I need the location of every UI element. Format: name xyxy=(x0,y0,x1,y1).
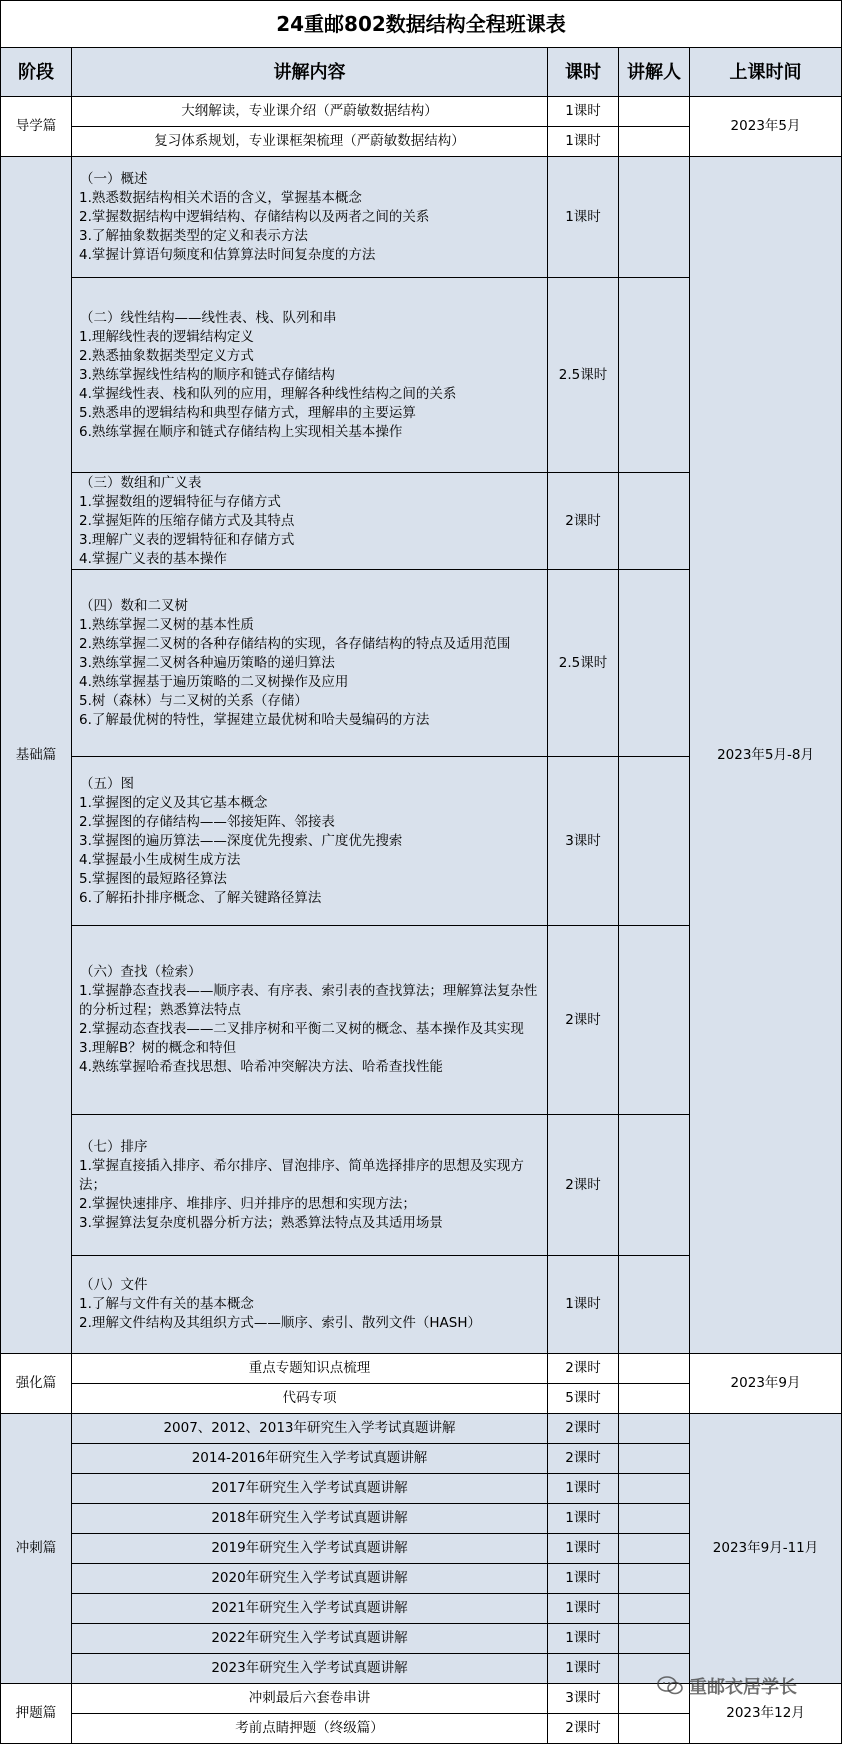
header-stage: 阶段 xyxy=(1,48,72,97)
lecturer-cell xyxy=(619,757,690,926)
stage-cell: 押题篇 xyxy=(1,1684,72,1744)
topic-title: （六）查找（检索） xyxy=(80,964,202,980)
hours-cell: 1课时 xyxy=(548,1654,619,1684)
topic-item: 5.掌握图的最短路径算法 xyxy=(79,870,227,887)
topic-content-cell xyxy=(72,1115,548,1256)
lecturer-cell xyxy=(619,1594,690,1624)
lecturer-cell xyxy=(619,1624,690,1654)
content-cell: 2014-2016年研究生入学考试真题讲解 xyxy=(72,1444,548,1474)
topic-content-cell xyxy=(72,570,548,757)
content-cell: 2021年研究生入学考试真题讲解 xyxy=(72,1594,548,1624)
topic-item: 1.熟练掌握二叉树的基本性质 xyxy=(79,616,254,633)
topic-item: 3.理解B？树的概念和特但 xyxy=(79,1040,237,1056)
content-cell: 2017年研究生入学考试真题讲解 xyxy=(72,1474,548,1504)
topic-content-cell xyxy=(72,757,548,926)
header-content: 讲解内容 xyxy=(72,48,548,97)
time-cell: 2023年5月-8月 xyxy=(690,157,842,1354)
hours-cell: 2课时 xyxy=(548,926,619,1115)
watermark-text: 重邮衣居学长 xyxy=(689,1677,797,1698)
hours-cell: 1课时 xyxy=(548,127,619,157)
stage-cell: 基础篇 xyxy=(1,157,72,1354)
topic-item: 1.了解与文件有关的基本概念 xyxy=(79,1296,254,1312)
hours-cell: 1课时 xyxy=(548,1256,619,1354)
lecturer-cell xyxy=(619,473,690,570)
hours-cell: 2.5课时 xyxy=(548,278,619,473)
stage-cell: 强化篇 xyxy=(1,1354,72,1414)
topic-item: 2.熟练掌握二叉树的各种存储结构的实现，各存储结构的特点及适用范围 xyxy=(79,635,511,652)
topic-item: 3.熟练掌握线性结构的顺序和链式存储结构 xyxy=(79,366,335,383)
topic-item: 3.了解抽象数据类型的定义和表示方法 xyxy=(79,227,308,244)
hours-cell: 2课时 xyxy=(548,1115,619,1256)
content-cell: 冲刺最后六套卷串讲 xyxy=(72,1684,548,1714)
content-cell: 2018年研究生入学考试真题讲解 xyxy=(72,1504,548,1534)
content-cell: 大纲解读，专业课介绍（严蔚敏数据结构） xyxy=(72,97,548,127)
hours-cell: 2课时 xyxy=(548,1444,619,1474)
lecturer-cell xyxy=(619,1684,690,1714)
topic-content-cell xyxy=(72,278,548,473)
topic-item: 3.掌握图的遍历算法——深度优先搜索、广度优先搜索 xyxy=(79,832,403,849)
lecturer-cell xyxy=(619,97,690,127)
hours-cell: 3课时 xyxy=(548,757,619,926)
table-row xyxy=(1,1684,842,1714)
stage-cell: 导学篇 xyxy=(1,97,72,157)
content-cell: 2019年研究生入学考试真题讲解 xyxy=(72,1534,548,1564)
header-lecturer: 讲解人 xyxy=(619,48,690,97)
lecturer-cell xyxy=(619,570,690,757)
content-cell: 2022年研究生入学考试真题讲解 xyxy=(72,1624,548,1654)
topic-item: 2.掌握图的存储结构——邻接矩阵、邻接表 xyxy=(79,813,335,830)
lecturer-cell xyxy=(619,127,690,157)
header-time: 上课时间 xyxy=(690,48,842,97)
topic-title: （五）图 xyxy=(80,775,134,792)
stage-cell: 冲刺篇 xyxy=(1,1414,72,1684)
hours-cell: 1课时 xyxy=(548,1504,619,1534)
page-title: 24重邮802数据结构全程班课表 xyxy=(1,1,842,48)
topic-item: 2.掌握矩阵的压缩存储方式及其特点 xyxy=(79,512,295,529)
lecturer-cell xyxy=(619,1256,690,1354)
hours-cell: 1课时 xyxy=(548,1624,619,1654)
topic-title: （七）排序 xyxy=(80,1138,148,1155)
hours-cell: 5课时 xyxy=(548,1384,619,1414)
lecturer-cell xyxy=(619,926,690,1115)
topic-item: 4.掌握广义表的基本操作 xyxy=(79,550,227,567)
hours-cell: 1课时 xyxy=(548,1534,619,1564)
topic-title: （一）概述 xyxy=(80,170,148,187)
time-cell: 2023年9月-11月 xyxy=(690,1414,842,1684)
topic-item: 2.理解文件结构及其组织方式——顺序、索引、散列文件（HASH） xyxy=(79,1315,481,1331)
topic-item: 1.理解线性表的逻辑结构定义 xyxy=(79,328,254,345)
lecturer-cell xyxy=(619,1414,690,1444)
topic-item: 4.掌握计算语句频度和估算算法时间复杂度的方法 xyxy=(79,246,376,263)
hours-cell: 2课时 xyxy=(548,1714,619,1744)
topic-item: 5.树（森林）与二叉树的关系（存储） xyxy=(79,692,308,709)
header-hours: 课时 xyxy=(548,48,619,97)
topic-item: 4.掌握最小生成树生成方法 xyxy=(79,851,241,868)
content-cell: 代码专项 xyxy=(72,1384,548,1414)
hours-cell: 1课时 xyxy=(548,1474,619,1504)
lecturer-cell xyxy=(619,1354,690,1384)
hours-cell: 2.5课时 xyxy=(548,570,619,757)
topic-item: 1.掌握直接插入排序、希尔排序、冒泡排序、简单选择排序的思想及实现方法； xyxy=(79,1157,524,1193)
lecturer-cell xyxy=(619,1474,690,1504)
topic-item: 6.熟练掌握在顺序和链式存储结构上实现相关基本操作 xyxy=(79,423,403,440)
hours-cell: 3课时 xyxy=(548,1684,619,1714)
time-cell: 2023年12月 xyxy=(690,1684,842,1744)
topic-item: 1.掌握数组的逻辑特征与存储方式 xyxy=(79,493,281,510)
lecturer-cell xyxy=(619,1564,690,1594)
lecturer-cell xyxy=(619,1714,690,1744)
hours-cell: 2课时 xyxy=(548,1414,619,1444)
topic-item: 2.掌握快速排序、堆排序、归并排序的思想和实现方法； xyxy=(79,1195,416,1212)
topic-row xyxy=(1,157,842,278)
lecturer-cell xyxy=(619,278,690,473)
time-cell: 2023年9月 xyxy=(690,1354,842,1414)
content-cell: 重点专题知识点梳理 xyxy=(72,1354,548,1384)
content-cell: 复习体系规划，专业课框架梳理（严蔚敏数据结构） xyxy=(72,127,548,157)
topic-title: （八）文件 xyxy=(80,1277,148,1293)
topic-item: 1.掌握静态查找表——顺序表、有序表、索引表的查找算法；理解算法复杂性的分析过程；熟悉算法特点 xyxy=(79,983,538,1018)
hours-cell: 2课时 xyxy=(548,1354,619,1384)
lecturer-cell xyxy=(619,1444,690,1474)
topic-item: 4.熟练掌握基于遍历策略的二叉树操作及应用 xyxy=(79,673,349,690)
lecturer-cell xyxy=(619,1384,690,1414)
topic-content-cell xyxy=(72,926,548,1115)
lecturer-cell xyxy=(619,1115,690,1256)
topic-content-cell xyxy=(72,473,548,570)
topic-item: 1.掌握图的定义及其它基本概念 xyxy=(79,794,268,811)
topic-item: 6.了解拓扑排序概念、了解关键路径算法 xyxy=(79,889,322,906)
topic-item: 4.熟练掌握哈希查找思想、哈希冲突解决方法、哈希查找性能 xyxy=(79,1059,443,1075)
content-cell: 2020年研究生入学考试真题讲解 xyxy=(72,1564,548,1594)
topic-item: 2.熟悉抽象数据类型定义方式 xyxy=(79,347,254,364)
table-row xyxy=(1,1354,842,1384)
hours-cell: 1课时 xyxy=(548,1564,619,1594)
topic-item: 3.理解广义表的逻辑特征和存储方式 xyxy=(79,531,295,548)
topic-content-cell xyxy=(72,157,548,278)
topic-title: （二）线性结构——线性表、栈、队列和串 xyxy=(80,309,337,326)
table-row xyxy=(1,1414,842,1444)
topic-item: 2.掌握动态查找表——二叉排序树和平衡二叉树的概念、基本操作及其实现 xyxy=(79,1021,524,1037)
topic-item: 2.掌握数据结构中逻辑结构、存储结构以及两者之间的关系 xyxy=(79,208,430,225)
hours-cell: 2课时 xyxy=(548,473,619,570)
header-row xyxy=(1,48,842,97)
time-cell: 2023年5月 xyxy=(690,97,842,157)
topic-item: 1.熟悉数据结构相关术语的含义，掌握基本概念 xyxy=(79,189,362,206)
table-row xyxy=(1,97,842,127)
hours-cell: 1课时 xyxy=(548,97,619,127)
content-cell: 考前点睛押题（终级篇） xyxy=(72,1714,548,1744)
content-cell: 2007、2012、2013年研究生入学考试真题讲解 xyxy=(72,1414,548,1444)
hours-cell: 1课时 xyxy=(548,157,619,278)
lecturer-cell xyxy=(619,1534,690,1564)
lecturer-cell xyxy=(619,157,690,278)
lecturer-cell xyxy=(619,1504,690,1534)
hours-cell: 1课时 xyxy=(548,1594,619,1624)
lecturer-cell xyxy=(619,1654,690,1684)
topic-title: （三）数组和广义表 xyxy=(80,474,202,491)
topic-item: 3.掌握算法复杂度机器分析方法；熟悉算法特点及其适用场景 xyxy=(79,1214,443,1231)
topic-item: 4.掌握线性表、栈和队列的应用，理解各种线性结构之间的关系 xyxy=(79,385,457,402)
topic-item: 5.熟悉串的逻辑结构和典型存储方式，理解串的主要运算 xyxy=(79,404,416,421)
topic-item: 6.了解最优树的特性，掌握建立最优树和哈夫曼编码的方法 xyxy=(79,711,430,728)
topic-content-cell xyxy=(72,1256,548,1354)
topic-item: 3.熟练掌握二叉树各种遍历策略的递归算法 xyxy=(79,654,335,671)
topic-title: （四）数和二叉树 xyxy=(80,597,188,614)
content-cell: 2023年研究生入学考试真题讲解 xyxy=(72,1654,548,1684)
